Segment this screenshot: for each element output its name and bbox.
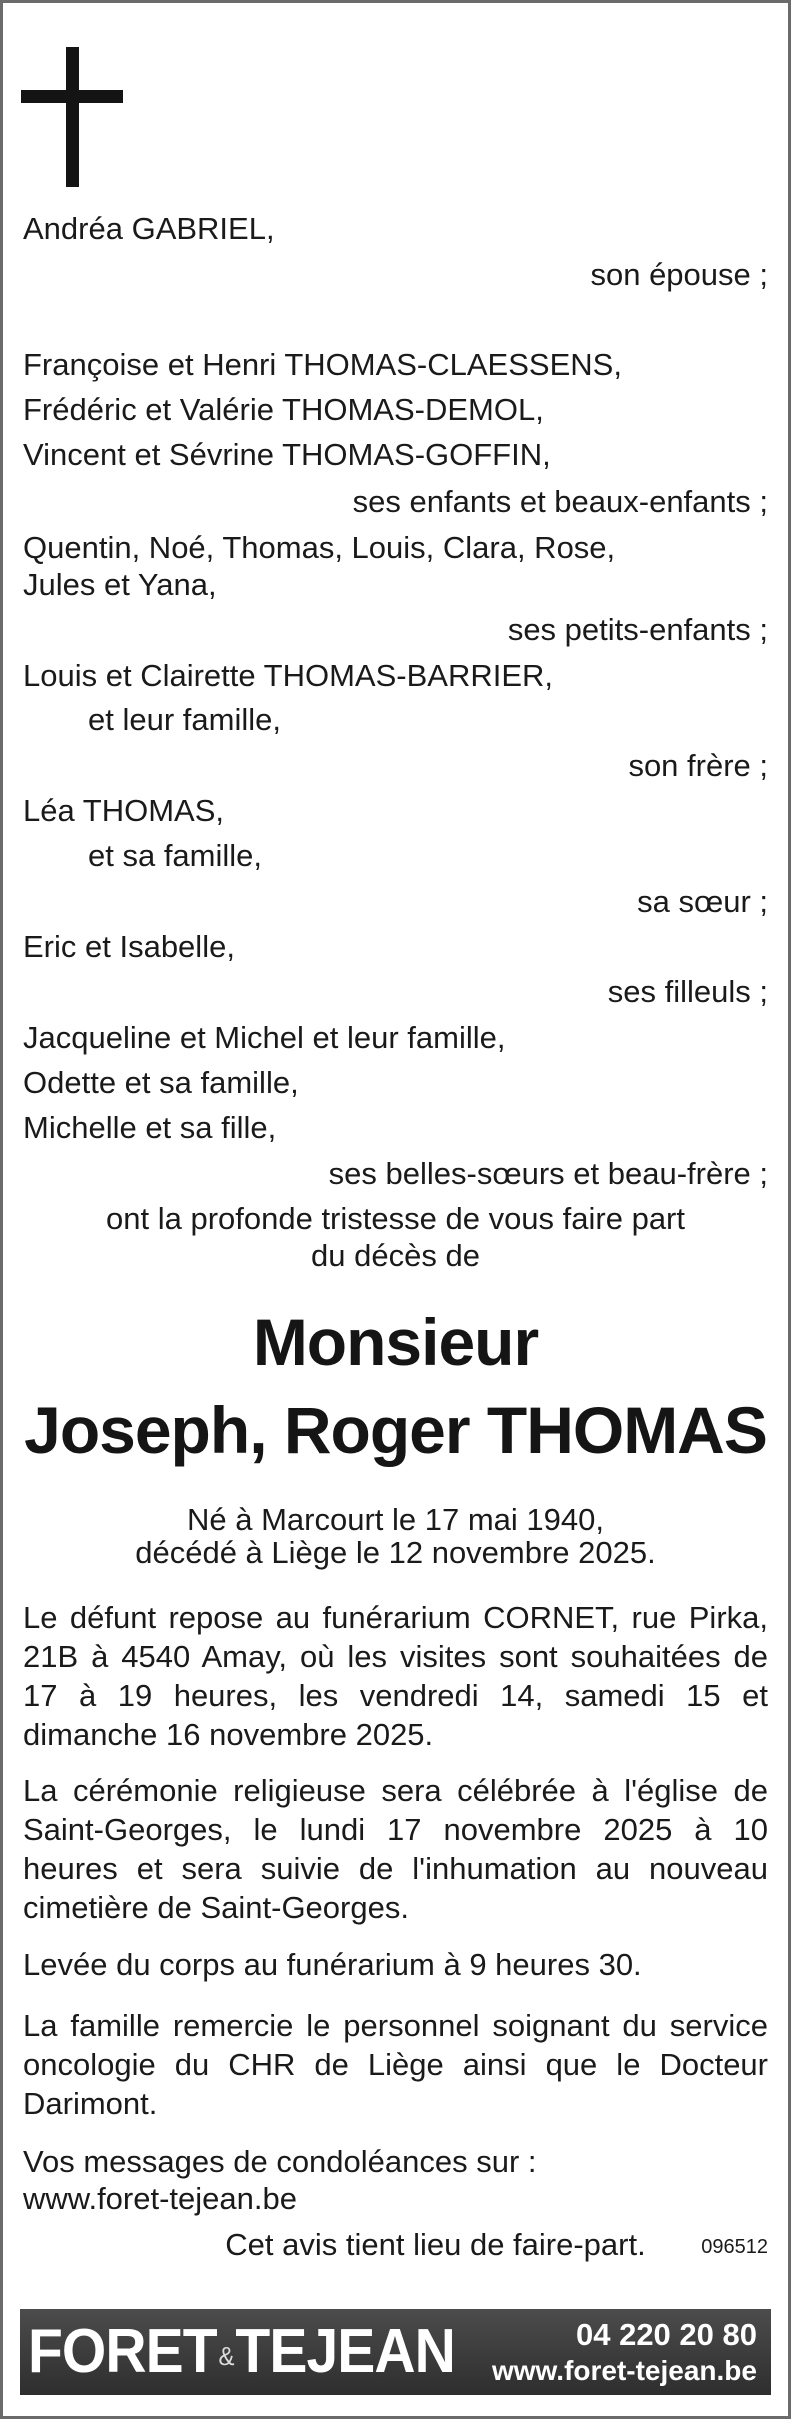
grandchildren-line: Jules et Yana,	[23, 567, 217, 602]
deceased-name: Joseph, Roger THOMAS	[24, 1393, 767, 1467]
footer-phone: 04 220 20 80	[575, 2317, 757, 2352]
thanks-paragraph: La famille remercie le personnel soignant du service oncologie du CHR de Liège ainsi que le Docteur Darimont.	[23, 2008, 768, 2121]
condolences-url: www.foret-tejean.be	[23, 2181, 297, 2216]
inlaws-relation: ses belles-sœurs et beau-frère ;	[328, 1156, 768, 1191]
children-relation: ses enfants et beaux-enfants ;	[352, 484, 768, 519]
announcement-line: du décès de	[311, 1238, 480, 1273]
child-line: Frédéric et Valérie THOMAS-DEMOL,	[23, 392, 544, 427]
ceremony-paragraph: La cérémonie religieuse sera célébrée à l'église de Saint-Georges, le lundi 17 novembre 2025 à 10 heures et sera suivie de l'inhumation au nouveau cimetière de Saint-Georges.	[23, 1773, 768, 1925]
godchildren-name: Eric et Isabelle,	[23, 929, 235, 964]
birth-info: Né à Marcourt le 17 mai 1940,	[187, 1502, 604, 1537]
reference-number: 096512	[701, 2236, 768, 2258]
notice-line: Cet avis tient lieu de faire-part.	[225, 2227, 646, 2262]
footer-banner	[20, 2309, 771, 2395]
brand-ampersand: &	[218, 2340, 234, 2371]
footer-website[interactable]: www.foret-tejean.be	[491, 2355, 757, 2386]
brand-part1: FORET	[28, 2317, 217, 2386]
sister-family: et sa famille,	[88, 838, 263, 873]
child-line: Françoise et Henri THOMAS-CLAESSENS,	[23, 347, 622, 382]
grandchildren-line: Quentin, Noé, Thomas, Louis, Clara, Rose,	[23, 530, 616, 565]
levee-paragraph: Levée du corps au funérarium à 9 heures 30.	[23, 1947, 642, 1982]
deceased-title: Monsieur	[252, 1305, 539, 1379]
inlaws-line: Michelle et sa fille,	[23, 1110, 277, 1145]
godchildren-relation: ses filleuls ;	[607, 974, 768, 1009]
repose-paragraph: Le défunt repose au funérarium CORNET, rue Pirka, 21B à 4540 Amay, où les visites sont souhaitées de 17 à 19 heures, les vendredi 14, samedi 15 et dimanche 16 novembre 2025.	[23, 1600, 768, 1752]
cross-icon	[21, 47, 123, 187]
spouse-name: Andréa GABRIEL,	[23, 211, 275, 246]
brother-family: et leur famille,	[88, 702, 281, 737]
condolences-label: Vos messages de condoléances sur :	[23, 2144, 537, 2179]
sister-name: Léa THOMAS,	[23, 793, 225, 828]
inlaws-line: Jacqueline et Michel et leur famille,	[23, 1020, 506, 1055]
child-line: Vincent et Sévrine THOMAS-GOFFIN,	[23, 437, 551, 472]
sister-relation: sa sœur ;	[637, 884, 768, 919]
announcement-line: ont la profonde tristesse de vous faire part	[106, 1201, 685, 1236]
spouse-relation: son épouse ;	[590, 257, 768, 292]
brand-part2: TEJEAN	[235, 2317, 455, 2386]
brand-logo	[28, 2315, 455, 2393]
brother-name: Louis et Clairette THOMAS-BARRIER,	[23, 658, 554, 693]
death-info: décédé à Liège le 12 novembre 2025.	[135, 1535, 656, 1570]
inlaws-line: Odette et sa famille,	[23, 1065, 299, 1100]
grandchildren-relation: ses petits-enfants ;	[507, 612, 768, 647]
brother-relation: son frère ;	[628, 748, 768, 783]
